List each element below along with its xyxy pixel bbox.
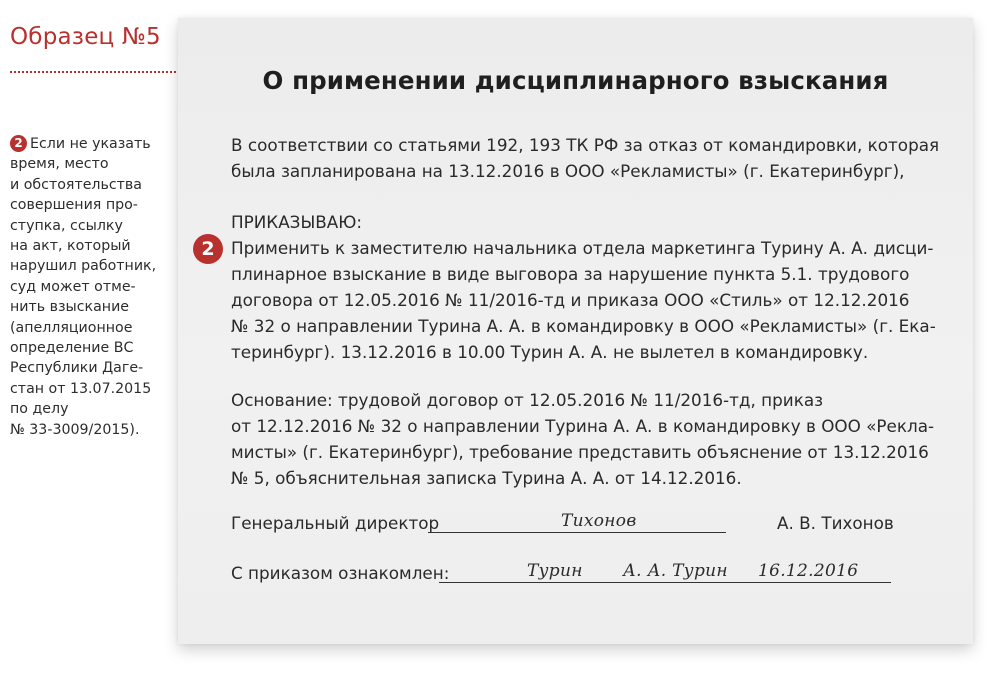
note-line: на акт, который (10, 238, 131, 255)
text-line: договора от 12.05.2016 № 11/2016-тд и приказа ООО «Стиль» от 12.12.2016 (231, 290, 910, 310)
text-line: теринбург). 13.12.2016 в 10.00 Турин А. А. не вылетел в командировку. (231, 342, 869, 362)
text-line: Применить к заместителю начальника отдела маркетинга Турину А. А. дисци- (231, 238, 934, 258)
employee-handwritten-signature: Турин (527, 561, 583, 581)
note-line: нить взыскание (10, 299, 130, 316)
director-name: А. В. Тихонов (777, 513, 894, 533)
document-title: О применении дисциплинарного взыскания (262, 66, 889, 95)
dotted-divider (10, 71, 176, 73)
note-line: № 33-3009/2015). (10, 421, 140, 438)
note-number-badge: 2 (10, 135, 27, 152)
note-line: (апелляционное (10, 319, 133, 336)
text-line: была запланирована на 13.12.2016 в ООО «Рекламисты» (г. Екатеринбург), (231, 161, 905, 181)
text-line: В соответствии со статьями 192, 193 ТК РФ за отказ от командировки, которая (231, 135, 940, 155)
text-line: ПРИКАЗЫВАЮ: (231, 212, 363, 232)
callout-number-badge: 2 (193, 234, 223, 264)
director-label: Генеральный директор (231, 513, 440, 533)
note-line: по делу (10, 401, 69, 418)
note-line: совершения про- (10, 197, 138, 214)
paragraph-order (231, 209, 936, 365)
acknowledgment-handwritten-date: 16.12.2016 (758, 561, 859, 581)
note-line: стан от 13.07.2015 (10, 380, 152, 397)
note-line: и обстоятельства (10, 176, 142, 193)
text-line: № 32 о направлении Турина А. А. в командировку в ООО «Рекламисты» (г. Ека- (231, 316, 936, 336)
note-line: суд может отме- (10, 278, 136, 295)
order-document (178, 18, 973, 644)
text-line: № 5, объяснительная записка Турина А. А. от 14.12.2016. (231, 468, 742, 488)
employee-handwritten-name: А. А. Турин (623, 561, 728, 581)
note-line: нарушил работник, (10, 258, 157, 275)
director-signature-line (428, 532, 726, 533)
note-line: ступка, ссылку (10, 217, 123, 234)
acknowledgment-row (231, 561, 931, 591)
sample-title: Образец №5 (10, 24, 161, 50)
note-line: время, место (10, 156, 109, 173)
text-line: от 12.12.2016 № 32 о направлении Турина А. А. в командировку в ООО «Рекла- (231, 416, 935, 436)
director-handwritten-signature: Тихонов (561, 511, 637, 531)
note-line: 2 Если не указать (10, 134, 160, 154)
acknowledgment-line (439, 582, 891, 583)
paragraph-preamble (231, 132, 940, 184)
text-line: мисты» (г. Екатеринбург), требование представить объяснение от 13.12.2016 (231, 442, 929, 462)
director-signature-row (231, 511, 931, 541)
paragraph-basis (231, 387, 935, 491)
acknowledgment-label: С приказом ознакомлен: (231, 563, 450, 583)
text-line: Основание: трудовой договор от 12.05.2016 № 11/2016-тд, приказ (231, 390, 824, 410)
text-line: плинарное взыскание в виде выговора за нарушение пункта 5.1. трудового (231, 264, 910, 284)
margin-note (10, 134, 160, 440)
note-line: определение ВС (10, 340, 134, 357)
note-line: Республики Даге- (10, 360, 144, 377)
